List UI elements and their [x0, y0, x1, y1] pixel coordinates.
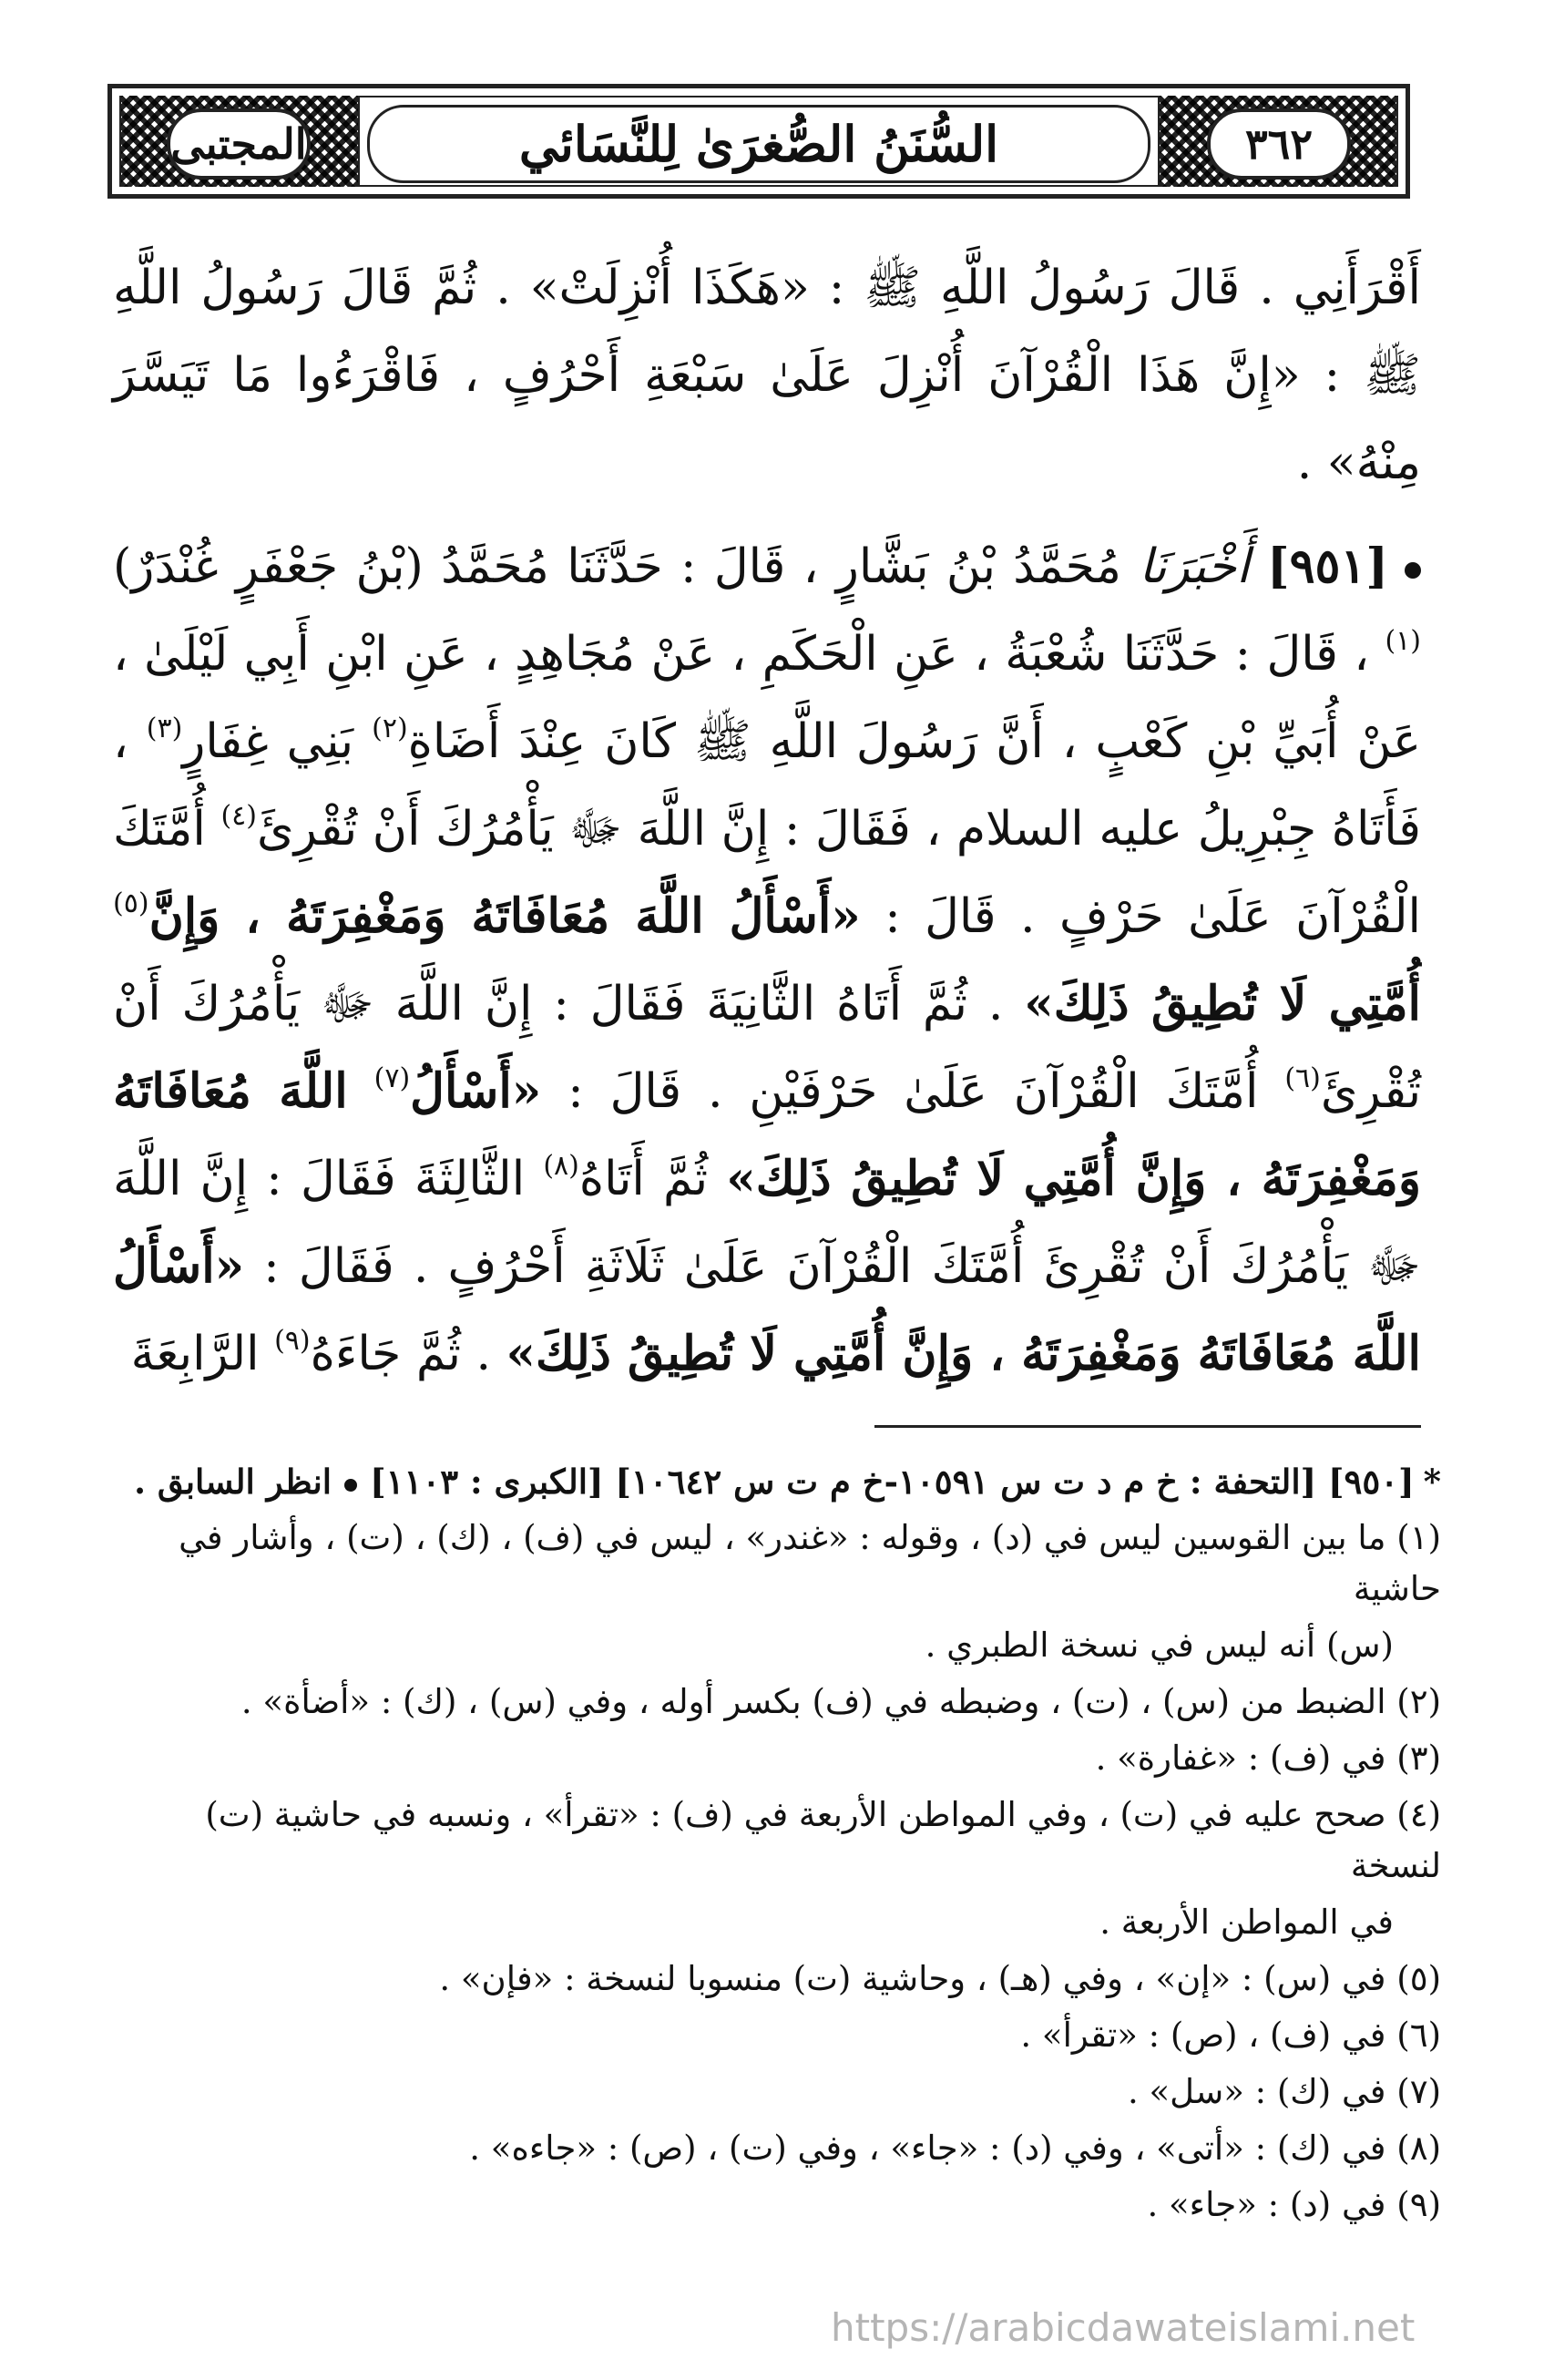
- bullet-icon: [344, 1479, 357, 1492]
- prophet-speech: «أَسْأَلُ: [410, 1063, 542, 1119]
- text-run: . ثُمَّ أَتَاهُ الثَّانِيَةَ فَقَالَ : إِنَّ اللَّهَ ﷻ يَأْمُرُكَ أَنْ تُقْرِئَ: [113, 977, 1422, 1119]
- footnote-1-continuation: (س) أنه ليس في نسخة الطبري .: [925, 1626, 1394, 1665]
- footnote-6: (٦) في (ف) ، (ص) : «تقرأ» .: [1020, 2016, 1441, 2055]
- text-run: . ثُمَّ جَاءَهُ: [310, 1327, 491, 1381]
- book-title: السُّنَنُ الصُّغرَىٰ لِلنَّسَائي: [367, 105, 1150, 183]
- footnote-5: (٥) في (س) : «إن» ، وفي (هـ) ، وحاشية (ت) منسوبا لنسخة : «فإن» .: [439, 1959, 1441, 1998]
- footnote-marker[interactable]: (٢): [372, 713, 408, 744]
- text-run: الثَّالِثَةَ فَقَالَ : إِنَّ اللَّهَ ﷻ يَأْمُرُكَ أَنْ تُقْرِئَ أُمَّتَكَ الْقُرْآنَ عَلَىٰ ثَلَاثَةِ أَحْرُفٍ . فَقَالَ :: [113, 1152, 1422, 1294]
- footnote-marker[interactable]: (٦): [1284, 1062, 1321, 1094]
- hadith-number: [٩٥١]: [1266, 539, 1388, 594]
- text-run: الرَّابِعَةَ: [130, 1327, 260, 1381]
- paragraph-continuation: [113, 244, 1421, 507]
- text-run: مُحَمَّدُ بْنُ بَشَّارٍ ، قَالَ : حَدَّثَنَا مُحَمَّدُ (بْنُ جَعْفَرٍ غُنْدَرٌ): [113, 539, 1122, 594]
- hadith-951: [113, 523, 1421, 1398]
- footnote-marker[interactable]: (٣): [146, 713, 183, 744]
- footnote-marker[interactable]: (١): [1385, 625, 1421, 657]
- footnote-marker[interactable]: (٨): [543, 1150, 579, 1182]
- footnote-divider: [874, 1425, 1421, 1428]
- footnote-9: (٩) في (د) : «جاء» .: [1147, 2185, 1441, 2224]
- footnote-marker[interactable]: (٩): [274, 1325, 311, 1357]
- reference-see: انظر السابق .: [134, 1462, 332, 1502]
- prophet-speech: «أَسْأَلُ اللَّهَ مُعَافَاتَهُ وَمَغْفِرَتَهُ ، وَإِنَّ: [148, 888, 861, 944]
- footnote-marker[interactable]: (٧): [373, 1062, 411, 1094]
- text-run: أُمَّتَكَ الْقُرْآنَ عَلَىٰ حَرْفَيْنِ . قَالَ :: [567, 1064, 1259, 1119]
- footnote-7: (٧) في (ك) : «سل» .: [1128, 2072, 1441, 2111]
- prophet-speech: أُمَّتِي لَا تُطِيقُ ذَلِكَ»: [1024, 976, 1422, 1031]
- footnote-marker[interactable]: (٤): [220, 800, 257, 832]
- text-run: ، قَالَ : حَدَّثَنَا شُعْبَةُ ، عَنِ الْحَكَمِ ، عَنْ مُجَاهِدٍ ، عَنِ ابْنِ أَبِي لَيْلَىٰ ، عَنْ أُبَيِّ بْنِ كَعْبٍ ، أَنَّ رَسُولَ اللَّهِ ﷺ كَانَ عِنْدَ أَضَاةِ: [113, 627, 1422, 769]
- reference-line: [113, 1456, 1441, 1507]
- text-run: أُمَّتَكَ الْقُرْآنَ عَلَىٰ حَرْفٍ . قَالَ :: [113, 802, 1422, 944]
- chain-start: أَخْبَرَنَا: [1139, 539, 1250, 594]
- footnote-2: (٢) الضبط من (س) ، (ت) ، وضبطه في (ف) بكسر أوله ، وفي (س) ، (ك) : «أضأة» .: [240, 1682, 1441, 1721]
- asterisk-icon: *: [1423, 1462, 1441, 1502]
- page-number: ٣٦٢: [1207, 108, 1351, 180]
- footnote-1: (١) ما بين القوسين ليس في (د) ، وقوله : «غندر» ، ليس في (ف) ، (ك) ، (ت) ، وأشار في حاشية: [179, 1518, 1441, 1608]
- footnote-4: (٤) صحح عليه في (ت) ، وفي المواطن الأربعة في (ف) : «تقرأ» ، ونسبه في حاشية (ت) لنسخة: [205, 1795, 1441, 1885]
- text-run: أَقْرَأَنِي . قَالَ رَسُولُ اللَّهِ ﷺ : «هَكَذَا أُنْزِلَتْ» . ثُمَّ قَالَ رَسُولُ اللَّهِ ﷺ : «إِنَّ هَذَا الْقُرْآنَ أُنْزِلَ عَلَىٰ سَبْعَةِ أَحْرُفٍ ، فَاقْرَءُوا مَا تَيَسَّرَ مِنْهُ» .: [113, 261, 1421, 490]
- text-run: ثُمَّ أَتَاهُ: [578, 1152, 709, 1206]
- footnote-4-continuation: في المواطن الأربعة .: [1099, 1903, 1394, 1942]
- watermark-url: https://arabicdawateislami.net: [831, 2305, 1416, 2350]
- body-text: [113, 244, 1421, 1398]
- bullet-icon: [1405, 562, 1421, 579]
- text-run: ، فَأَتَاهُ جِبْرِيلُ عليه السلام ، فَقَالَ : إِنَّ اللَّهَ ﷻ يَأْمُرُكَ أَنْ تُقْرِئَ: [113, 714, 1421, 857]
- prophet-speech: «أَسْأَلُ اللَّهَ مُعَافَاتَهُ وَمَغْفِرَتَهُ ، وَإِنَّ أُمَّتِي لَا تُطِيقُ ذَلِكَ»: [113, 1238, 1421, 1381]
- text-run: بَنِي غِفَارٍ: [182, 714, 354, 769]
- footnote-3: (٣) في (ف) : «غفارة» .: [1095, 1739, 1441, 1778]
- footnotes: [113, 1456, 1441, 2236]
- reference-text: [٩٥٠] [التحفة : خ م د ت س ١٠٥٩١-خ م ت س ١٠٦٤٢] [الكبرى : ١١٠٣]: [370, 1462, 1415, 1502]
- page-header: [107, 84, 1410, 199]
- prophet-speech: اللَّهَ مُعَافَاتَهُ وَمَغْفِرَتَهُ ، وَإِنَّ أُمَّتِي لَا تُطِيقُ ذَلِكَ»: [113, 1063, 1422, 1206]
- footnote-marker[interactable]: (٥): [113, 887, 149, 919]
- book-emblem: المجتبى: [167, 108, 311, 180]
- footnote-8: (٨) في (ك) : «أتى» ، وفي (د) : «جاء» ، وفي (ت) ، (ص) : «جاءه» .: [469, 2129, 1441, 2168]
